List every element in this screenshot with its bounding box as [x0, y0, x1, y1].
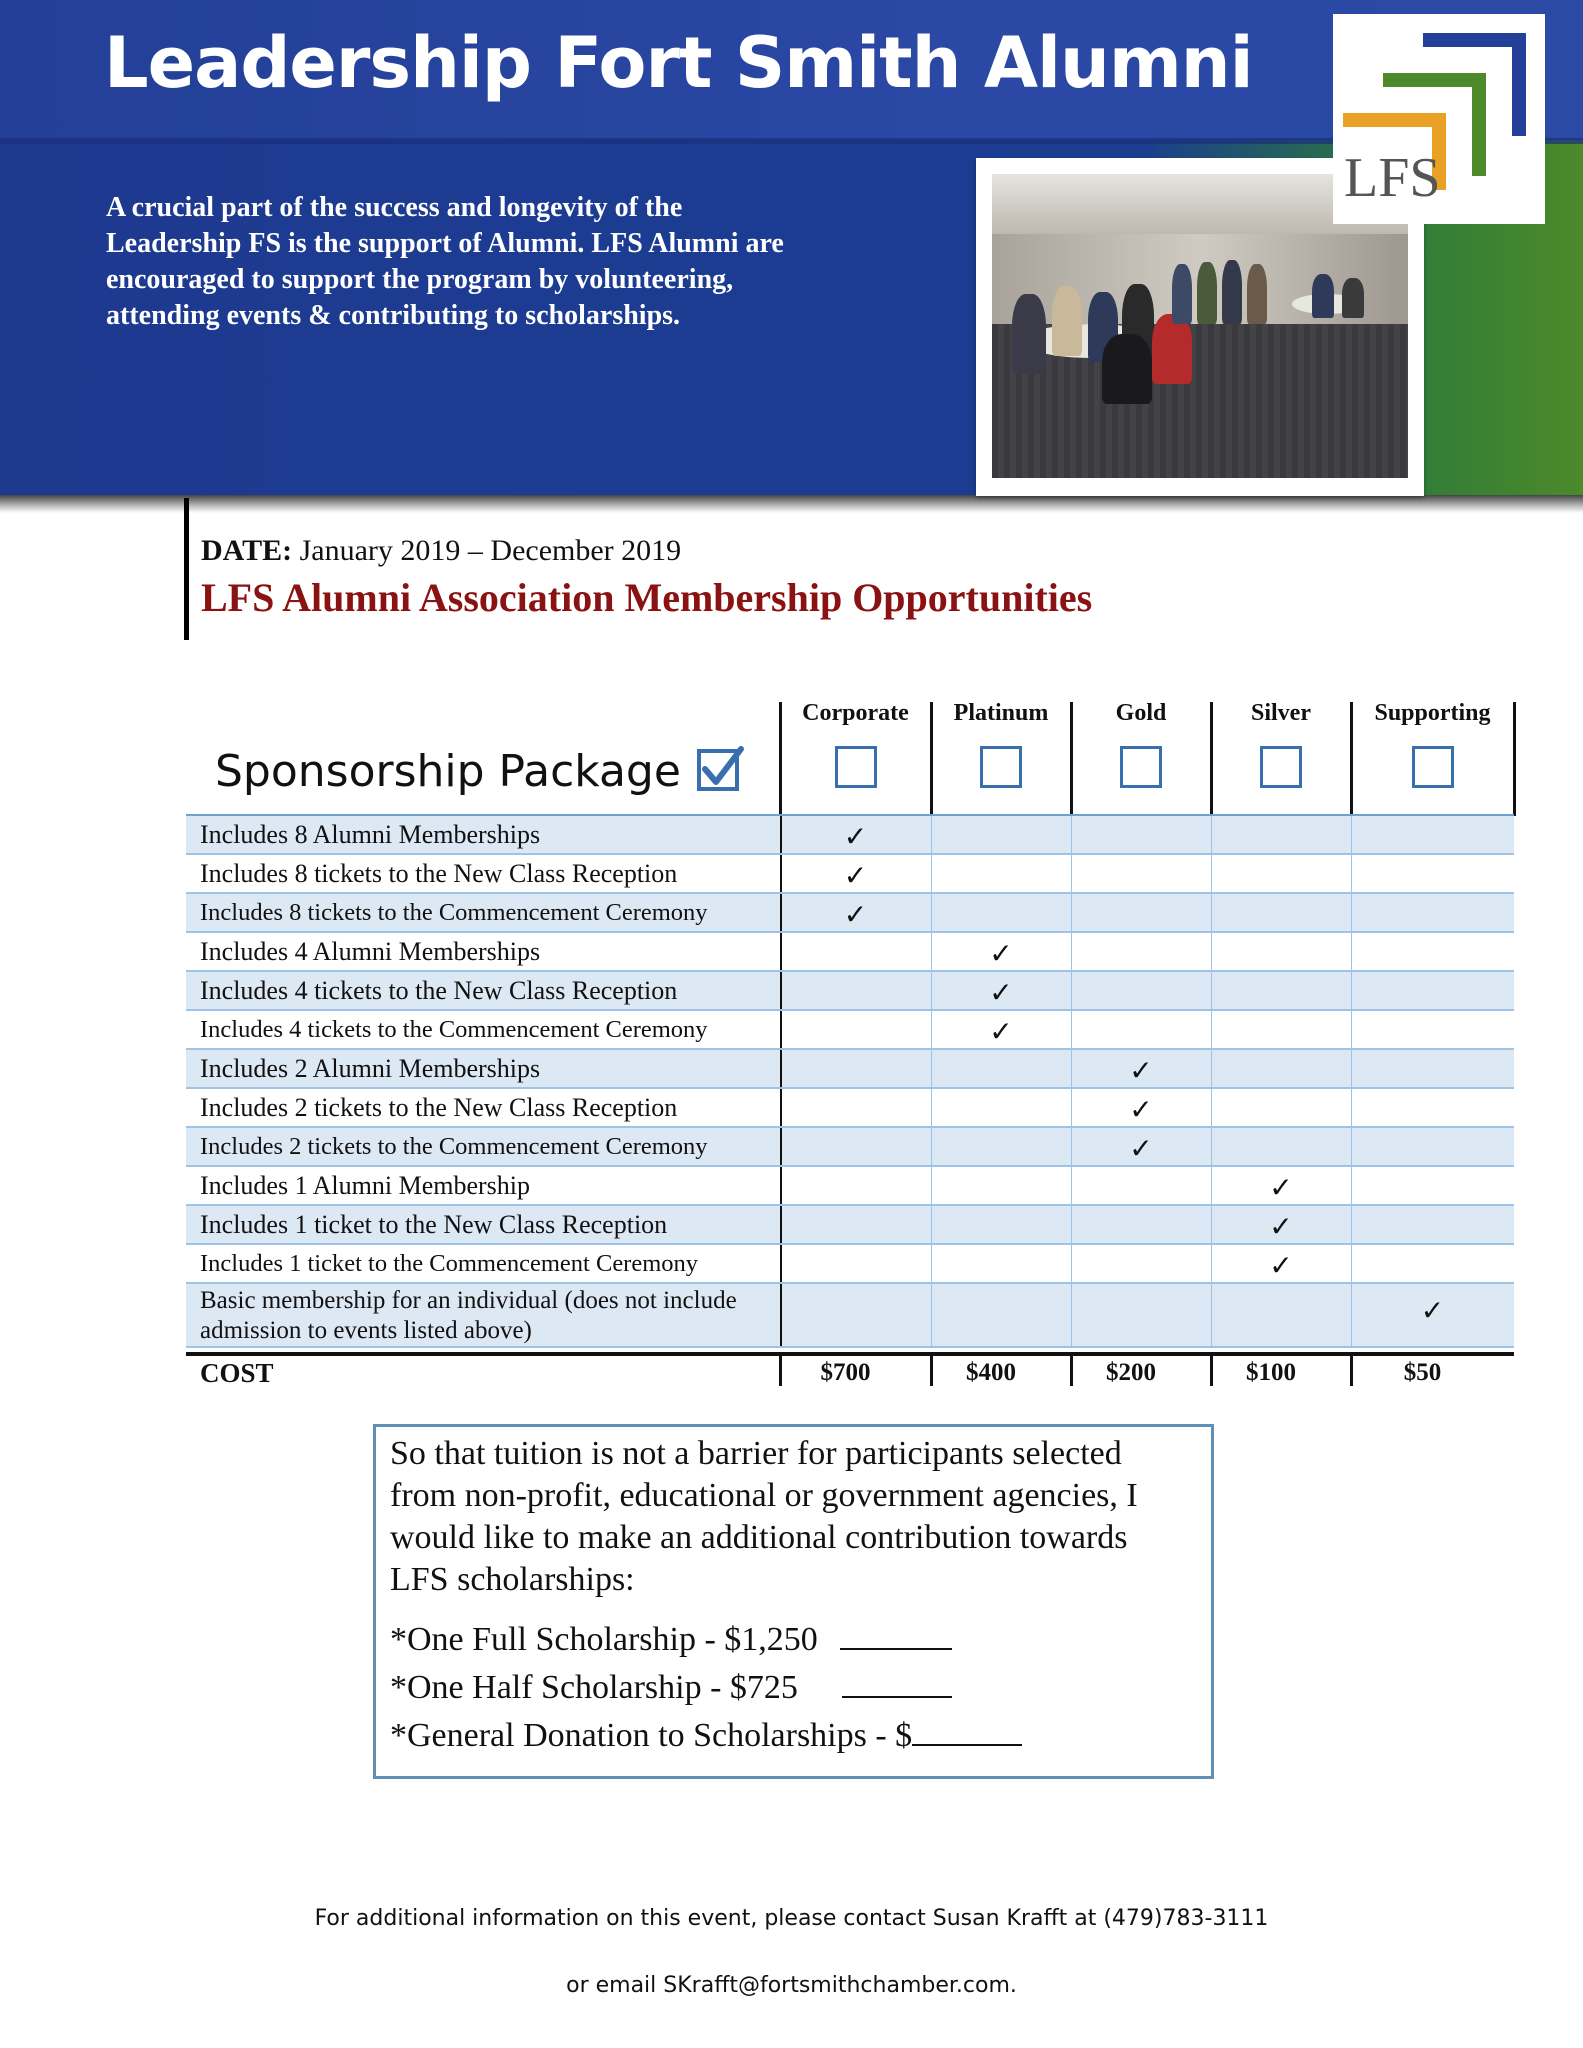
- table-row: [186, 1011, 1514, 1050]
- column-divider: [931, 1245, 932, 1282]
- table-row: [186, 1284, 1514, 1348]
- check-mark-icon: ✓: [989, 1017, 1013, 1048]
- column-divider: [1351, 1167, 1352, 1204]
- column-divider: [931, 1284, 932, 1346]
- check-mark-icon: ✓: [1129, 1134, 1153, 1165]
- table-row: [186, 933, 1514, 972]
- half-scholarship-line: [390, 1669, 952, 1707]
- column-divider: [1211, 1167, 1212, 1204]
- header-column-divider: [1210, 702, 1213, 816]
- column-divider: [1071, 1089, 1072, 1126]
- cost-supporting: $50: [1403, 1359, 1442, 1386]
- tier-label-corporate: Corporate: [802, 700, 909, 726]
- cost-divider: [1210, 1356, 1213, 1386]
- table-row: [186, 816, 1514, 855]
- column-divider: [1351, 1284, 1352, 1346]
- column-divider: [780, 1011, 782, 1048]
- check-mark-icon: ✓: [1269, 1173, 1293, 1204]
- row-label: Includes 1 ticket to the New Class Reception: [200, 1210, 668, 1239]
- column-divider: [1351, 1089, 1352, 1126]
- cost-divider: [779, 1356, 782, 1386]
- row-label: Includes 4 tickets to the New Class Reception: [200, 976, 678, 1005]
- cost-silver: $100: [1246, 1359, 1296, 1386]
- full-scholarship-label: *One Full Scholarship - $1,250: [390, 1621, 818, 1658]
- header-column-divider: [930, 702, 933, 816]
- column-divider: [1071, 1167, 1072, 1204]
- column-divider: [1071, 1245, 1072, 1282]
- scholarship-intro: So that tuition is not a barrier for participants selected from non-profit, educational or government agencies, I would like to make an additional contribution towards LFS scholarships:: [390, 1435, 1138, 1598]
- column-divider: [780, 1128, 782, 1165]
- header-column-divider: [1070, 702, 1073, 816]
- column-divider: [1351, 855, 1352, 892]
- column-divider: [931, 1011, 932, 1048]
- intro-text: A crucial part of the success and longevity of the Leadership FS is the support of Alumni. LFS Alumni are encouraged to support the program by volunteering, attending events & contributing to scholarships.: [106, 192, 784, 331]
- column-divider: [1071, 1284, 1072, 1346]
- column-divider: [780, 894, 782, 931]
- column-divider: [1071, 855, 1072, 892]
- general-donation-blank[interactable]: [912, 1718, 1022, 1746]
- table-row: [186, 1167, 1514, 1206]
- column-divider: [1351, 1011, 1352, 1048]
- cost-platinum: $400: [966, 1359, 1016, 1386]
- column-divider: [1351, 1050, 1352, 1087]
- banner-shadow: [0, 495, 1583, 513]
- table-row: [186, 1050, 1514, 1089]
- cost-row: [186, 1356, 1514, 1388]
- heading-accent-bar: [184, 498, 189, 640]
- column-divider: [780, 1284, 782, 1346]
- row-label: Includes 4 Alumni Memberships: [200, 937, 541, 966]
- tier-label-supporting: Supporting: [1374, 700, 1491, 726]
- half-scholarship-blank[interactable]: [842, 1670, 952, 1698]
- column-divider: [780, 816, 782, 853]
- column-divider: [1071, 894, 1072, 931]
- column-divider: [1071, 1206, 1072, 1243]
- column-divider: [1211, 855, 1212, 892]
- column-divider: [1351, 816, 1352, 853]
- row-label: Includes 2 Alumni Memberships: [200, 1054, 541, 1083]
- column-divider: [1211, 1245, 1212, 1282]
- column-divider: [931, 816, 932, 853]
- tier-label-platinum: Platinum: [953, 700, 1049, 726]
- row-label: Includes 2 tickets to the New Class Reception: [200, 1093, 678, 1122]
- table-row: [186, 894, 1514, 933]
- cost-divider: [930, 1356, 933, 1386]
- check-mark-icon: ✓: [1269, 1212, 1293, 1243]
- column-divider: [1211, 1128, 1212, 1165]
- tier-label-gold: Gold: [1115, 700, 1167, 726]
- column-divider: [1071, 972, 1072, 1009]
- column-divider: [1071, 1011, 1072, 1048]
- section-heading: LFS Alumni Association Membership Opportunities: [201, 575, 1093, 620]
- check-mark-icon: ✓: [989, 978, 1013, 1009]
- column-divider: [1351, 972, 1352, 1009]
- row-label: Includes 4 tickets to the Commencement Ceremony: [200, 1016, 708, 1043]
- column-divider: [1211, 1089, 1212, 1126]
- cost-label: COST: [200, 1358, 274, 1388]
- column-divider: [1211, 1206, 1212, 1243]
- column-divider: [1071, 1128, 1072, 1165]
- column-divider: [780, 1167, 782, 1204]
- check-mark-icon: ✓: [843, 861, 868, 892]
- column-divider: [931, 1167, 932, 1204]
- tier-label-silver: Silver: [1251, 700, 1311, 726]
- tier-checkbox-supporting[interactable]: [1412, 746, 1454, 788]
- benefits-table: [186, 816, 1514, 1348]
- table-row: [186, 1245, 1514, 1284]
- tier-checkbox-corporate[interactable]: [835, 746, 877, 788]
- column-divider: [1211, 816, 1212, 853]
- table-row: [186, 1128, 1514, 1167]
- column-divider: [780, 1089, 782, 1126]
- date-value: January 2019 – December 2019: [292, 534, 682, 567]
- general-donation-label: *General Donation to Scholarships - $: [390, 1717, 913, 1754]
- logo-text: LFS: [1344, 147, 1441, 209]
- column-divider: [1351, 1128, 1352, 1165]
- row-label: Includes 8 tickets to the Commencement Ceremony: [200, 899, 708, 926]
- cost-corporate: $700: [820, 1359, 871, 1386]
- checked-box-icon: [696, 745, 744, 793]
- column-divider: [780, 855, 782, 892]
- check-mark-icon: ✓: [1129, 1095, 1153, 1126]
- check-mark-icon: ✓: [1129, 1056, 1153, 1087]
- header-column-divider: [1350, 702, 1353, 816]
- header-column-divider: [779, 702, 782, 816]
- row-label: Basic membership for an individual (does not include admission to events listed above): [200, 1287, 737, 1344]
- check-mark-icon: ✓: [843, 900, 868, 931]
- table-row: [186, 972, 1514, 1011]
- column-divider: [931, 1089, 932, 1126]
- column-divider: [1351, 933, 1352, 970]
- sponsorship-package-label: Sponsorship Package: [215, 746, 681, 797]
- half-scholarship-label: *One Half Scholarship - $725: [390, 1669, 798, 1706]
- table-row: [186, 1206, 1514, 1245]
- column-divider: [1071, 816, 1072, 853]
- cost-divider: [1070, 1356, 1073, 1386]
- column-divider: [1211, 894, 1212, 931]
- column-divider: [780, 1245, 782, 1282]
- column-divider: [1211, 1284, 1212, 1346]
- column-divider: [1071, 933, 1072, 970]
- table-row: [186, 1089, 1514, 1128]
- general-donation-line: [390, 1717, 1022, 1755]
- tier-checkbox-gold[interactable]: [1120, 746, 1162, 788]
- check-mark-icon: ✓: [989, 939, 1013, 970]
- column-divider: [1351, 894, 1352, 931]
- full-scholarship-blank[interactable]: [840, 1622, 952, 1650]
- header-column-divider: [1513, 702, 1516, 816]
- full-scholarship-line: [390, 1621, 952, 1659]
- contact-line: For additional information on this event, please contact Susan Krafft at (479)783-3111: [314, 1906, 1269, 1931]
- column-divider: [1351, 1245, 1352, 1282]
- date-line: [201, 534, 681, 568]
- table-row: [186, 855, 1514, 894]
- check-mark-icon: ✓: [1420, 1296, 1445, 1327]
- check-mark-icon: ✓: [1269, 1251, 1293, 1282]
- check-mark-icon: ✓: [843, 822, 868, 853]
- column-divider: [780, 1050, 782, 1087]
- column-divider: [931, 855, 932, 892]
- column-divider: [931, 1206, 932, 1243]
- row-label: Includes 1 Alumni Membership: [200, 1171, 531, 1200]
- date-label: DATE:: [201, 534, 293, 567]
- column-divider: [1211, 972, 1212, 1009]
- cost-gold: $200: [1106, 1359, 1156, 1386]
- scholarship-box: [373, 1424, 1214, 1779]
- tier-checkbox-platinum[interactable]: [980, 746, 1022, 788]
- column-divider: [780, 933, 782, 970]
- row-label: Includes 1 ticket to the Commencement Ceremony: [200, 1250, 699, 1277]
- tier-checkbox-silver[interactable]: [1260, 746, 1302, 788]
- column-divider: [1211, 1011, 1212, 1048]
- column-divider: [780, 972, 782, 1009]
- column-divider: [931, 1128, 932, 1165]
- column-divider: [1211, 1050, 1212, 1087]
- row-label: Includes 2 tickets to the Commencement Ceremony: [200, 1133, 708, 1160]
- column-divider: [931, 1050, 932, 1087]
- row-label: Includes 8 tickets to the New Class Reception: [200, 859, 678, 888]
- column-divider: [931, 972, 932, 1009]
- page-title: Leadership Fort Smith Alumni: [104, 22, 1253, 104]
- column-divider: [780, 1206, 782, 1243]
- cost-divider: [1350, 1356, 1353, 1386]
- column-divider: [1071, 1050, 1072, 1087]
- email-line: or email SKrafft@fortsmithchamber.com.: [566, 1973, 1017, 1998]
- column-divider: [931, 894, 932, 931]
- column-divider: [1351, 1206, 1352, 1243]
- row-label: Includes 8 Alumni Memberships: [200, 820, 541, 849]
- column-divider: [1211, 933, 1212, 970]
- column-divider: [931, 933, 932, 970]
